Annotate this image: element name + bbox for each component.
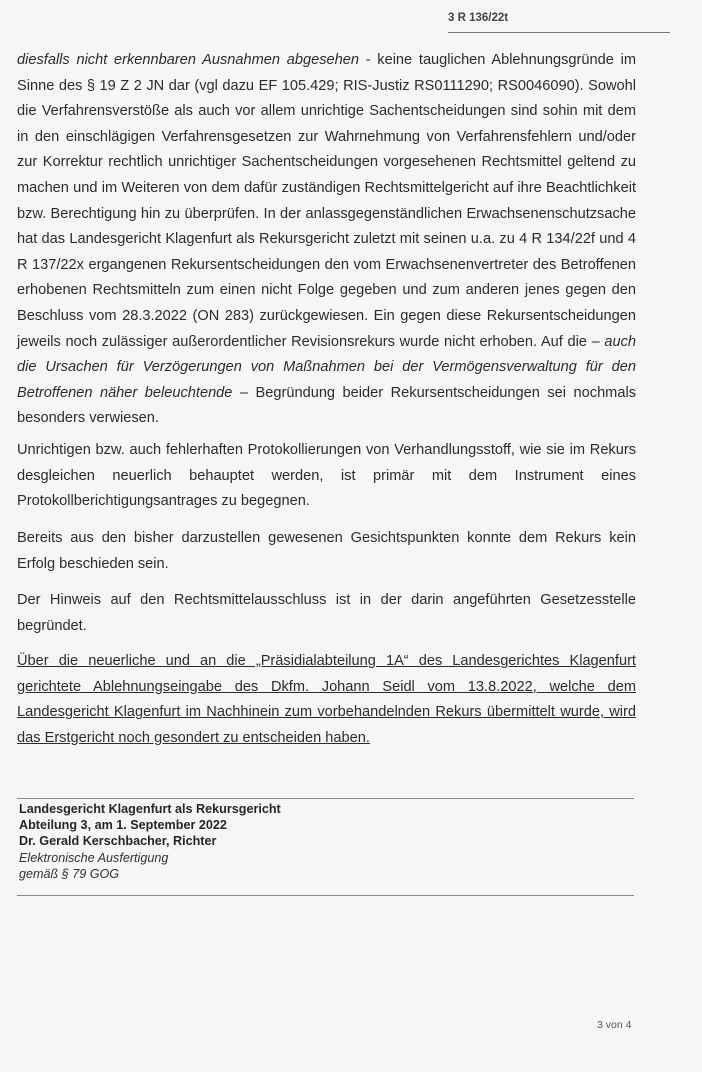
court-name: Landesgericht Klagenfurt als Rekursgericht: [19, 802, 281, 816]
signature-block: [19, 801, 281, 882]
document-reference: 3 R 136/22t: [448, 12, 509, 24]
legal-basis: gemäß § 79 GOG: [19, 866, 120, 881]
signature-bottom-rule: [17, 895, 634, 896]
paragraph-1-text: - keine tauglichen Ablehnungsgründe im Sinne des § 19 Z 2 JN dar (vgl dazu EF 105.429; RIS-Justiz RS0111290; RS0046090). Sowohl die Verfahrensverstöße als auch vor allem unrichtige Sachentscheidungen sind sohin mit dem in den einschlägigen Verfahrensgesetzen zur Wahrnehmung von Verfahrensfehlern und/oder zur Korrektur rechtlich unrichtiger Sachentscheidungen vorgesehenen Rechtsmittel geltend zu machen und im Weiteren von dem dafür zuständigen Rechtsmittelgericht auf ihre Beachtlichkeit bzw. Berechtigung hin zu überprüfen. In der anlassgegenständlichen Erwachsenenschutzsache hat das Landesgericht Klagenfurt als Rekursgericht zuletzt mit seinen u.a. zu 4 R 134/22f und 4 R 137/22x ergangenen Rekursentscheidungen den vom Erwachsenenvertreter des Betroffenen erhobenen Rechtsmitteln zum einen nicht Folge gegeben und zum anderen jenes gegen den Beschluss vom 28.3.2022 (ON 283) zurückgewiesen. Ein gegen diese Rekursentscheidungen jeweils noch zulässiger außerordentlicher Revisionsrekurs wurde nicht erhoben. Auf die: [17, 52, 636, 350]
paragraph-1-text-end: Begründung beider Rekursentscheidungen sei nochmals besonders verwiesen.: [17, 384, 636, 427]
header-rule: [448, 32, 670, 33]
page-number: 3 von 4: [597, 1019, 632, 1031]
judge-name: Dr. Gerald Kerschbacher, Richter: [19, 834, 217, 849]
paragraph-1-italic-aside: – auch die Ursachen für Verzögerungen von Maßnahmen bei der Vermögensverwaltung für den Betroffenen näher beleuchtende –: [17, 333, 636, 401]
paragraph-1: [17, 48, 636, 432]
copy-type: Elektronische Ausfertigung: [19, 850, 169, 865]
paragraph-3: Bereits aus den bisher darzustellen gewesenen Gesichtspunkten konnte dem Rekurs kein Erfolg beschieden sein.: [17, 530, 636, 572]
signature-top-rule: [17, 798, 634, 799]
paragraph-5: Über die neuerliche und an die „Präsidialabteilung 1A“ des Landesgerichtes Klagenfurt gerichtete Ablehnungseingabe des Dkfm. Johann Seidl vom 13.8.2022, welche dem Landesgericht Klagenfurt im Nachhinein zum vorbehandelnden Rekurs übermittelt wurde, wird das Erstgericht noch gesondert zu entscheiden haben.: [17, 653, 636, 746]
paragraph-1-italic-start: diesfalls nicht erkennbaren Ausnahmen abgesehen: [17, 52, 359, 68]
department-date: Abteilung 3, am 1. September 2022: [19, 818, 227, 833]
paragraph-4: Der Hinweis auf den Rechtsmittelausschluss ist in der darin angeführten Gesetzesstelle begründet.: [17, 592, 636, 634]
paragraph-2: Unrichtigen bzw. auch fehlerhaften Protokollierungen von Verhandlungsstoff, wie sie im Rekurs desgleichen neuerlich behauptet werden, ist primär mit dem Instrument eines Protokollberichtigungsantrages zu begegnen.: [17, 442, 636, 510]
